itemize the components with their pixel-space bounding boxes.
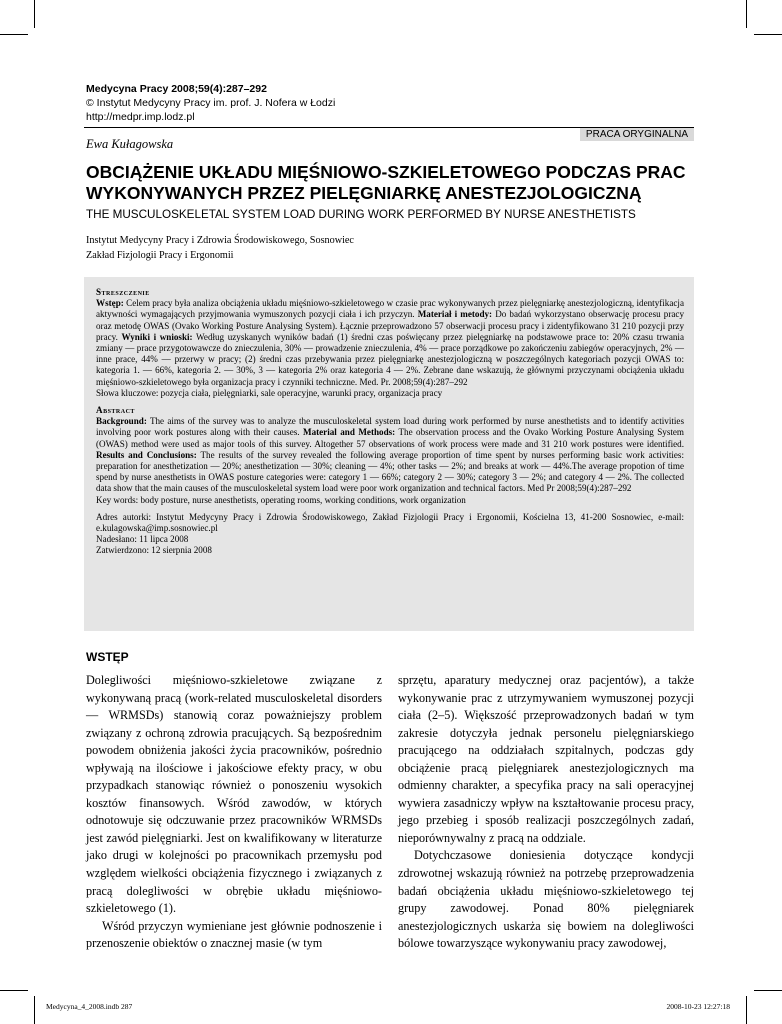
crop-mark — [0, 34, 28, 35]
paragraph: Dolegliwości mięśniowo-szkieletowe związane z wykonywaną pracą (work-related musculoskeletal disorders — WRMSDs) stanowią coraz poważniejszy problem związany z ochroną zdrowia pracujących. Są bezpośrednim powodem obniżenia jakości życia pracowników, pośrednio wpływają na ilościowe i jakościowe efekty pracy, w obu przypadkach stanowiąc również o ponoszeniu wysokich kosztów finansowych. Wśród zawodów, w których odnotowuje się odczuwanie przez pracowników WRMSDs jest zawód pielęgniarki. Jest on kwalifikowany w literaturze jako drugi w kolejności po pracownikach przemysłu pod względem wielkości obciążenia fizycznego i związanych z pracą dolegliwości w obrębie układu mięśniowo-szkieletowego (1). — [86, 673, 382, 916]
affiliation-department: Zakład Fizjologii Pracy i Ergonomii — [86, 250, 234, 261]
crop-mark — [746, 996, 747, 1024]
label-results: Results and Conclusions: — [96, 449, 197, 460]
paragraph: sprzętu, aparatury medycznej oraz pacjentów), a także wykonywanie prac z utrzymywaniem wymuszonej pozycji ciała (2–5). Większość przeprowadzonych badań w tym zakresie dotyczyła jednak personelu pielęgniarskiego pracującego na oddziałach szpitalnych, podczas gdy obciążenie pracą pielęgniarek anestezjologicznych ma odmienny charakter, a specyfika pracy na sali operacyjnej wywiera zasadniczy wpływ na kształtowanie procesu pracy, jego przebieg i sposób realizacji poszczególnych zadań, nieporównywalny z pracą na oddziale. — [398, 673, 694, 845]
article-type-badge: PRACA ORYGINALNA — [580, 128, 694, 141]
affiliation — [86, 233, 354, 263]
label-background: Background: — [96, 416, 147, 427]
label-wstep: Wstęp: — [96, 298, 124, 309]
crop-mark — [0, 990, 28, 991]
label-methods: Material and Methods: — [302, 427, 396, 438]
paragraph: Wśród przyczyn wymieniane jest głównie podnoszenie i przenoszenie obiektów o znacznej masie (w tym — [86, 918, 382, 951]
author-name: Ewa Kułagowska — [86, 137, 174, 151]
section-heading: WSTĘP — [86, 650, 129, 664]
footer-file: Medycyna_4_2008.indb 287 — [46, 1002, 133, 1011]
label-wyniki: Wyniki i wnioski: — [121, 331, 193, 342]
abstract-text: Background: The aims of the survey was to analyze the musculoskeletal system load during work performed by nurse anesthetists and to identify activities involving poor work postures along with their causes. Material and Methods: The observation process and the Ovako Working Posture Analysing System (OWAS) method were used as major tools of this survey. Altogether 57 observations of work process were made and 31 210 work postures were identified. Results and Conclusions: The results of the survey revealed the following average proportion of time spent by nurses performing basic work activities: preparation for anesthetization — 20%; anesthetization — 30%; cleaning — 4%; other tasks — 2%; and breaks at work — 44%.The average propotion of time spend by nurse anesthetists in OWAS posture categories were: category 1 — 66%; category 2 — 30%; category 3 — 2%; and category 4 — 2%. The collected data show that the main causes of the musculoskeletal system load were poor work organization and technical factors. Med Pr 2008;59(4):287–292 — [96, 416, 685, 494]
streszczenie-text: Wstęp: Celem pracy była analiza obciążenia układu mięśniowo-szkieletowego w czasie prac wykonywanych przez pielęgniarkę anestezjologiczną, identyfikacja aktywności wymagających przyjmowania wymuszonych pozycji ciała i ich przyczyn. Materiał i metody: Do badań wykorzystano obserwację procesu pracy oraz metodę OWAS (Ovako Working Posture Analysing System). Łącznie przeprowadzono 57 obserwacji procesu pracy i zidentyfikowano 31 210 pozycji przy pracy. Wyniki i wnioski: Według uzyskanych wyników badań (1) średni czas poświęcany przez pielęgniarkę na podstawowe prace to: 20% czasu trwania zmiany — prace przygotowawcze do znieczulenia, 30% — prowadzenie znieczulenia, 4% — prace porządkowe po zakończeniu zabiegów operacyjnych, 2% — inne prace, 44% — przerwy w pracy; (2) średni czas przebywania przez pielęgniarkę anestezjologiczną w poszczególnych kategoriach pozycji OWAS to: kategoria 1. — 66%, kategoria 2. — 30%, 3 — kategoria 2% oraz kategoria 4 — 2%. Zebrane dane wskazują, że głównymi przyczynami obciążenia układu mięśniowo-szkieletowego była organizacja pracy i czynniki techniczne. Med. Pr. 2008;59(4):287–292 — [96, 298, 684, 387]
streszczenie-heading: Streszczenie — [96, 287, 150, 297]
journal-url[interactable]: http://medpr.imp.lodz.pl — [86, 111, 195, 123]
date-sent: Nadesłano: 11 lipca 2008 — [96, 534, 189, 545]
affiliation-institute: Instytut Medycyny Pracy i Zdrowia Środowiskowego, Sosnowiec — [86, 235, 354, 246]
crop-mark — [34, 996, 35, 1024]
date-approved: Zatwierdzono: 12 sierpnia 2008 — [96, 545, 212, 556]
abstract-box — [84, 277, 694, 631]
crop-mark — [754, 990, 782, 991]
journal-info — [86, 82, 335, 124]
body-column-right — [398, 672, 694, 953]
journal-copyright: © Instytut Medycyny Pracy im. prof. J. Nofera w Łodzi — [86, 97, 336, 109]
abstract-heading: Abstract — [96, 405, 135, 416]
streszczenie-keywords: Słowa kluczowe: pozycja ciała, pielęgniarki, sale operacyjne, warunki pracy, organizacja pracy — [96, 387, 443, 398]
correspondence-address: Adres autorki: Instytut Medycyny Pracy i Zdrowia Środowiskowego, Zakład Fizjologii Pracy i Ergonomii, Kościelna 13, 41-200 Sosnowiec, e-mail: e.kulagowska@imp.sosnowiec.pl — [96, 511, 684, 534]
label-material: Materiał i metody: — [417, 309, 493, 320]
footer-timestamp: 2008-10-23 12:27:18 — [666, 1002, 730, 1011]
paragraph: Dotychczasowe doniesienia dotyczące kondycji zdrowotnej wskazują również na potrzebę przeprowadzenia badań obciążenia układu mięśniowo-szkieletowego tej grupy zawodowej. Ponad 80% pielęgniarek anestezjologicznych uskarża się bowiem na dolegliwości bólowe towarzyszące wykonywaniu pracy zawodowej, — [398, 848, 694, 951]
abstract-keywords: Key words: body posture, nurse anesthetists, operating rooms, working conditions, work organization — [96, 494, 466, 505]
crop-mark — [34, 0, 35, 28]
body-column-left — [86, 672, 382, 953]
title-polish: OBCIĄŻENIE UKŁADU MIĘŚNIOWO-SZKIELETOWEGO PODCZAS PRAC WYKONYWANYCH PRZEZ PIELĘGNIARKĘ ANESTEZJOLOGICZNĄ — [86, 162, 686, 203]
crop-mark — [746, 0, 747, 28]
journal-citation: Medycyna Pracy 2008;59(4):287–292 — [86, 83, 267, 95]
crop-mark — [754, 34, 782, 35]
title-english: THE MUSCULOSKELETAL SYSTEM LOAD DURING WORK PERFORMED BY NURSE ANESTHETISTS — [86, 208, 636, 221]
